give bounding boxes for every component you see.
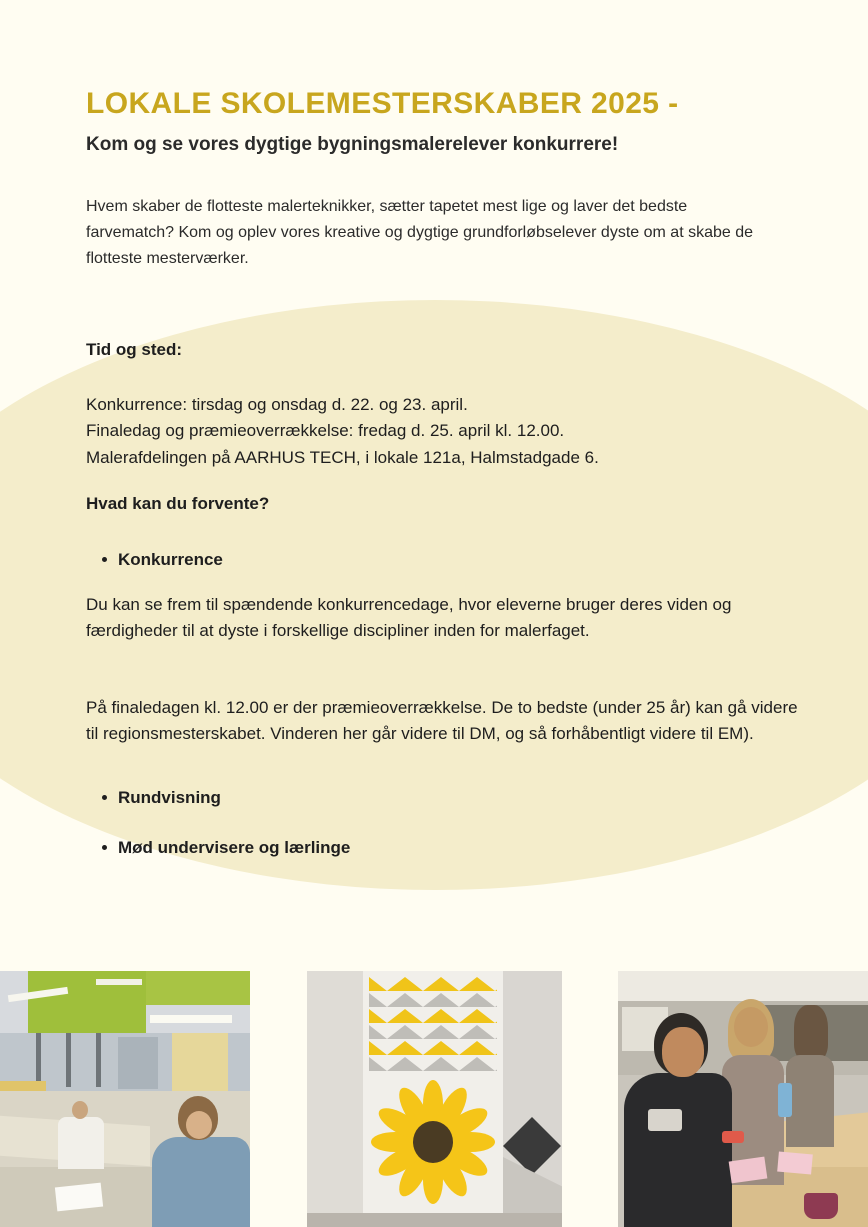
paragraph-konkurrence: Du kan se frem til spændende konkurrencedage, hvor eleverne bruger deres viden og færdigheder til at dyste i forskellige discipliner inden for malerfaget. bbox=[86, 595, 732, 641]
workshop-classroom-photo bbox=[0, 971, 250, 1227]
expect-heading: Hvad kan du forvente? bbox=[86, 494, 270, 513]
page-subtitle: Kom og se vores dygtige bygningsmalerelever konkurrere! bbox=[86, 133, 619, 155]
list-item-moed-undervisere: Mød undervisere og lærlinge bbox=[86, 836, 350, 860]
paragraph-finale: På finaledagen kl. 12.00 er der præmieoverrækkelse. De to bedste (under 25 år) kan gå videre til regionsmesterskabet. Vinderen her går videre til DM, og så forhåbentligt videre til EM). bbox=[86, 698, 798, 744]
students-at-table-photo bbox=[618, 971, 868, 1227]
page-title: LOKALE SKOLEMESTERSKABER 2025 - bbox=[86, 87, 679, 121]
list-item-rundvisning: Rundvisning bbox=[86, 786, 221, 810]
when-where-line-2: Finaledag og præmieoverrækkelse: fredag d. 25. april kl. 12.00. bbox=[86, 421, 565, 441]
when-where-line-3: Malerafdelingen på AARHUS TECH, i lokale 121a, Halmstadgade 6. bbox=[86, 447, 599, 467]
sunflower-mural-photo bbox=[307, 971, 562, 1227]
when-where-heading: Tid og sted: bbox=[86, 340, 183, 359]
intro-paragraph: Hvem skaber de flotteste malerteknikker, sætter tapetet mest lige og laver det bedste farvematch? Kom og oplev vores kreative og dygtige grundforløbselever dyste om at skabe de flotteste mesterværker. bbox=[86, 198, 754, 267]
list-item-konkurrence: Konkurrence bbox=[86, 548, 223, 572]
bullet-list-rundvisning bbox=[86, 786, 221, 810]
when-where-line-1: Konkurrence: tirsdag og onsdag d. 22. og 23. april. bbox=[86, 395, 468, 414]
bullet-list-konkurrence bbox=[86, 548, 223, 572]
bullet-list-moed-undervisere bbox=[86, 836, 350, 860]
when-where-block bbox=[86, 392, 806, 471]
photo-strip bbox=[0, 971, 868, 1227]
